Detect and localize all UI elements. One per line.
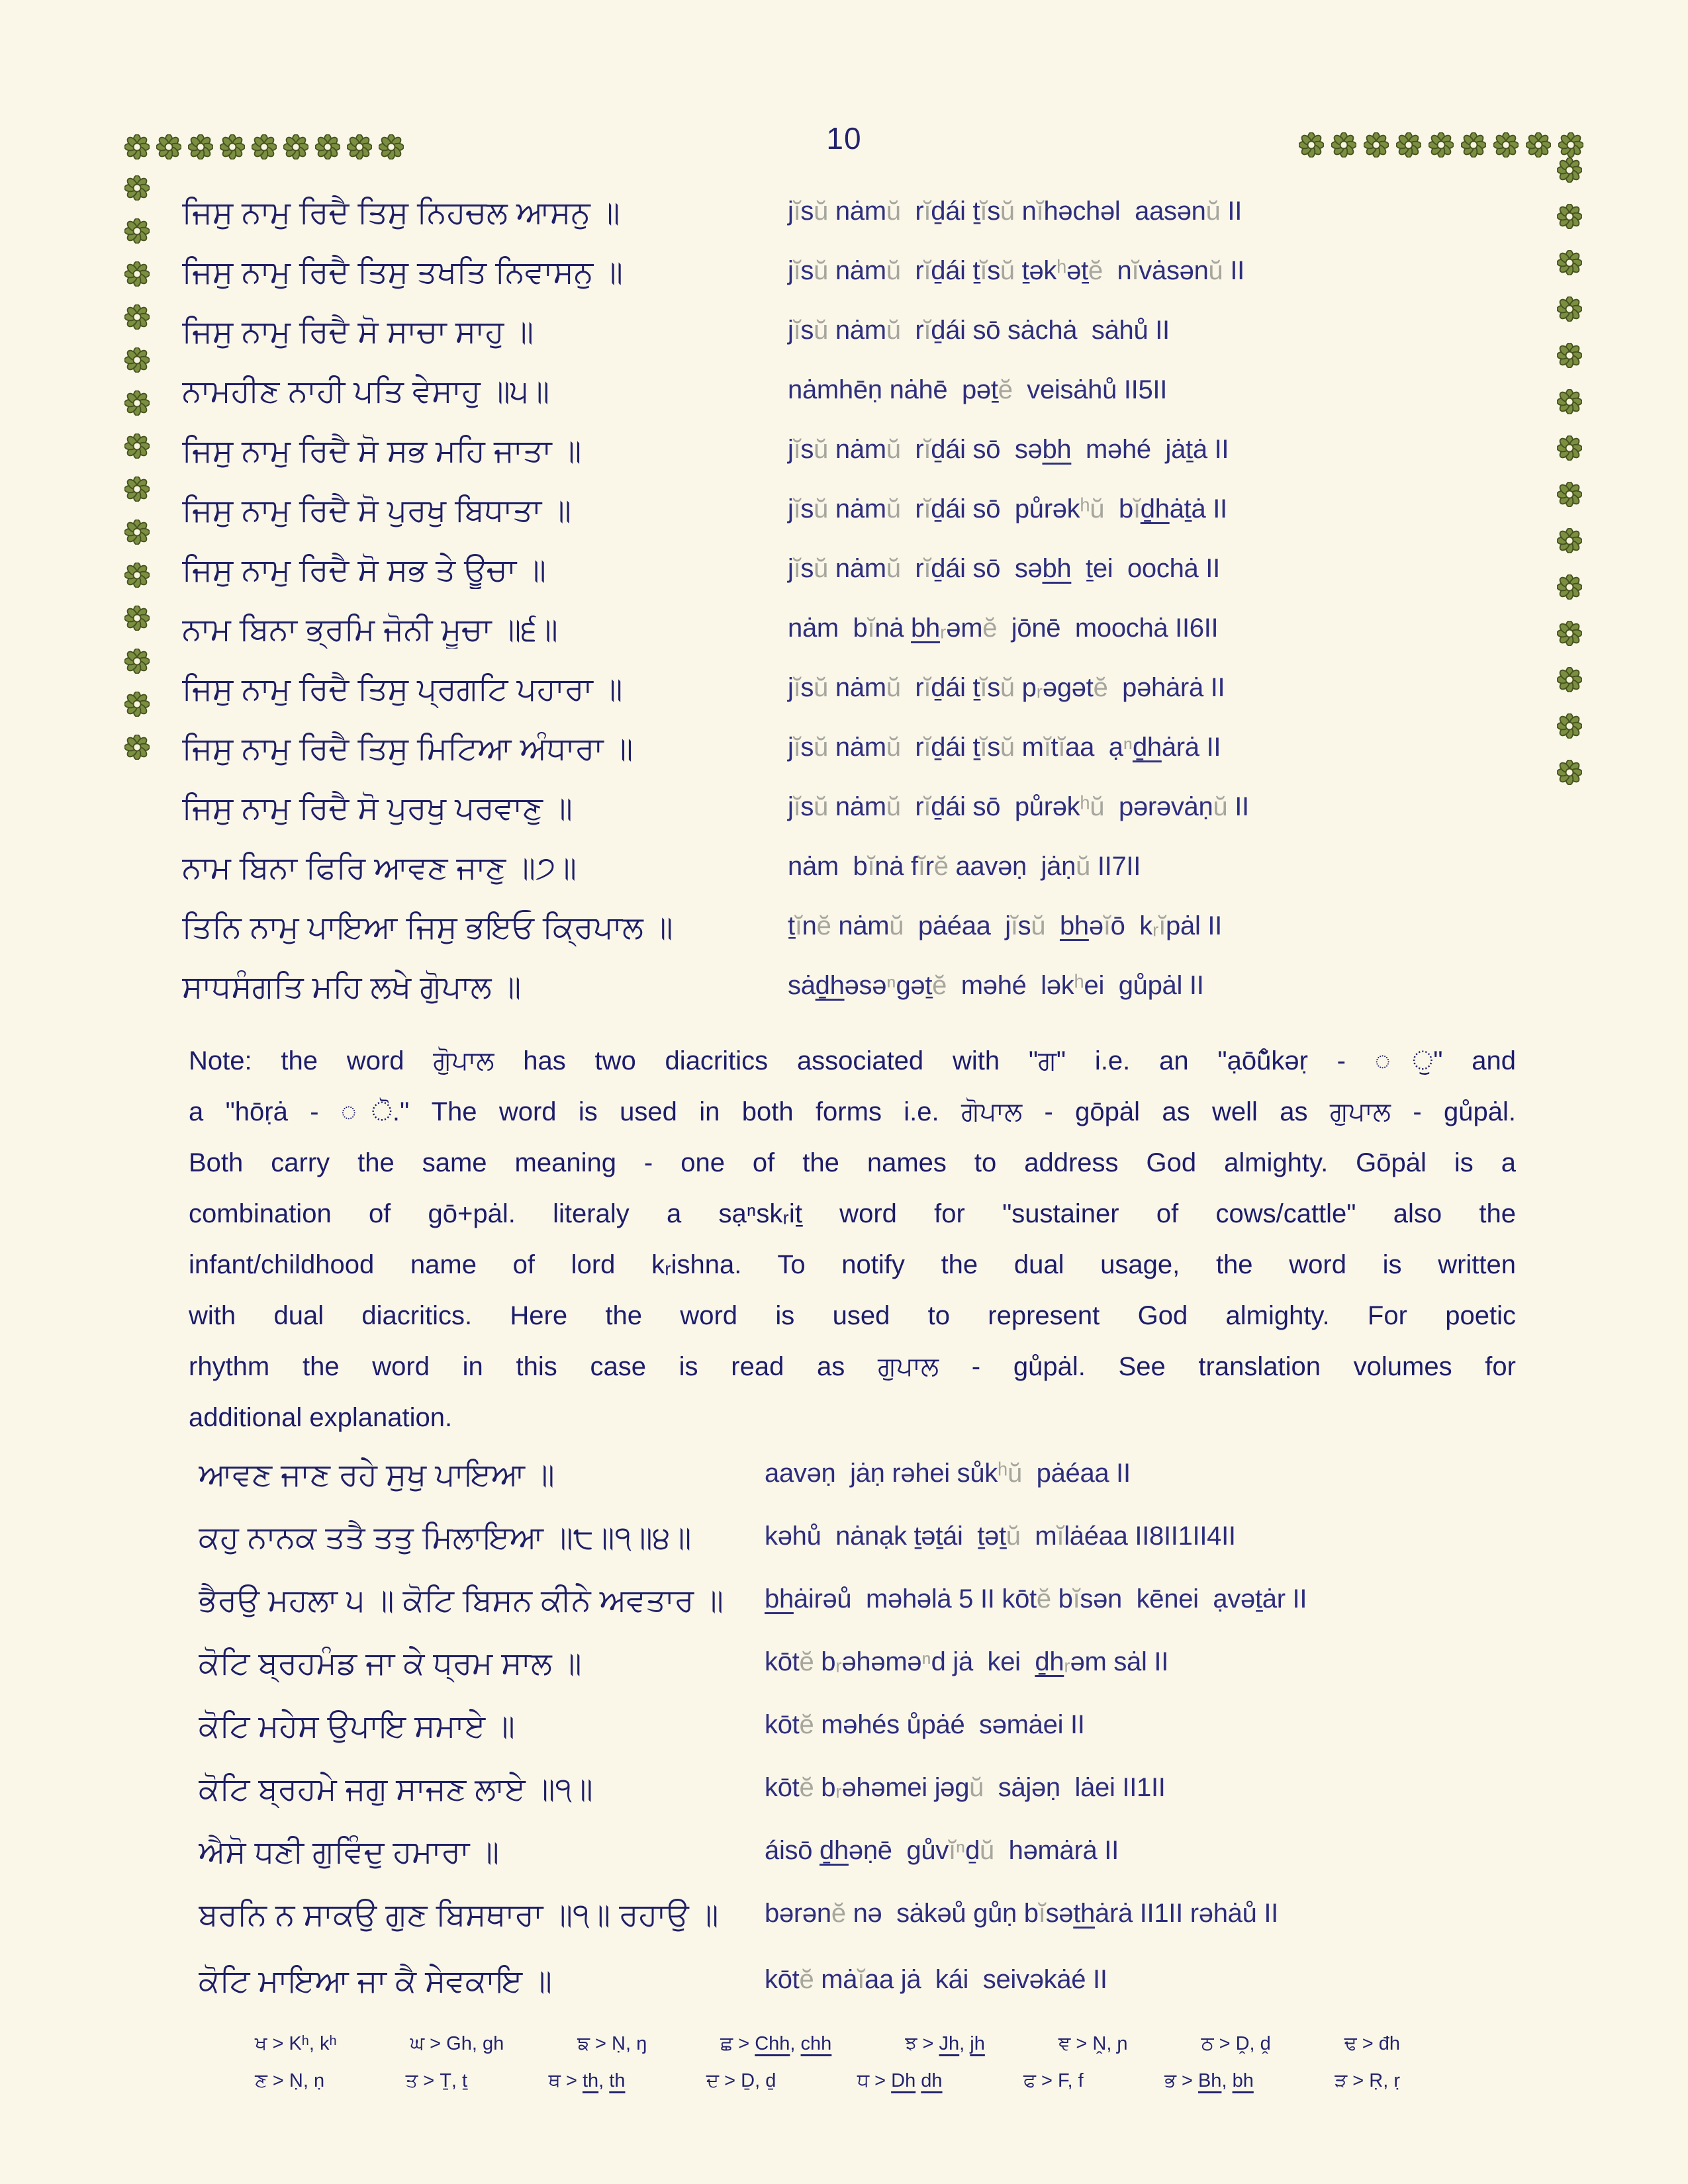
gurmukhi-text: ਬਰਨਿ ਨ ਸਾਕਉ ਗੁਣ ਬਿਸਥਾਰਾ ॥੧॥ ਰਹਾਉ ॥	[199, 1897, 719, 1932]
gurmukhi-text: ਜਿਸੁ ਨਾਮੁ ਰਿਦੈ ਤਿਸੁ ਤਖਤਿ ਨਿਵਾਸਨੁ ॥	[182, 254, 623, 289]
gurmukhi-text: ਨਾਮ ਬਿਨਾ ਫਿਰਿ ਆਵਣ ਜਾਣੁ ॥੭॥	[182, 850, 577, 885]
gurmukhi-text: ਜਿਸੁ ਨਾਮੁ ਰਿਦੈ ਤਿਸੁ ਪ੍ਰਗਟਿ ਪਹਾਰਾ ॥	[182, 671, 623, 706]
verse-row	[0, 1707, 1688, 1767]
key-item: ਘ > Gh, gh	[410, 2033, 504, 2054]
transliteration-text: aavəṇ jȧṇ rəhei sůkʰŭ pȧéaa II	[765, 1459, 1131, 1488]
note-line: combination of gō+pȧl. literaly a sạⁿskᵣiṯ word for "sustainer of cows/cattle" also the	[189, 1199, 1516, 1228]
verse-row	[0, 492, 1688, 551]
gurmukhi-text: ਜਿਸੁ ਨਾਮੁ ਰਿਦੈ ਤਿਸੁ ਨਿਹਚਲ ਆਸਨੁ ॥	[182, 195, 620, 230]
verse-row	[0, 670, 1688, 730]
gurmukhi-text: ਕੋਟਿ ਮਹੇਸ ਉਪਾਇ ਸਮਾਏ ॥	[199, 1708, 515, 1743]
gurmukhi-text: ਕੋਟਿ ਬ੍ਰਹਮੇ ਜਗੁ ਸਾਜਣ ਲਾਏ ॥੧॥	[199, 1771, 593, 1806]
verse-row	[0, 373, 1688, 432]
note-line: Both carry the same meaning - one of the names to address God almighty. Gōpȧl is a	[189, 1148, 1516, 1177]
flower-icon	[347, 134, 372, 159]
verse-row	[0, 313, 1688, 373]
transliteration-text: bərənĕ nə sȧkəů gůṇ bĭsəthȧrȧ II1II rəhȧů II	[765, 1899, 1278, 1928]
note-line: Note: the word ਗੋੁਪਾਲ has two diacritics associated with "ਗ" i.e. an "ạōů̃kəṛ - ◌ੁ" and	[189, 1046, 1516, 1075]
key-item: ਤ > Ṯ, ṯ	[405, 2070, 468, 2091]
flower-icon	[1299, 132, 1324, 158]
transliteration-key-row-2	[255, 2070, 1400, 2092]
transliteration-text: nȧm bĭnȧ bhᵣəmĕ jōnē moochȧ II6II	[788, 614, 1219, 643]
key-item: ਥ > th, th	[548, 2070, 626, 2091]
flower-icon	[1558, 132, 1583, 158]
flower-icon	[156, 134, 181, 159]
flower-icon	[1429, 132, 1454, 158]
gurmukhi-text: ਆਵਣ ਜਾਣ ਰਹੇ ਸੁਖੁ ਪਾਇਆ ॥	[199, 1457, 555, 1492]
flower-icon	[315, 134, 340, 159]
gurmukhi-text: ਜਿਸੁ ਨਾਮੁ ਰਿਦੈ ਸੋ ਸਭ ਮਹਿ ਜਾਤਾ ॥	[182, 433, 582, 468]
note-line: a "hōṛȧ - ◌ੋ." The word is used in both forms i.e. ਗੋਪਾਲ - gōpȧl as well as ਗੁਪਾਲ - gůpȧl.	[189, 1097, 1516, 1126]
verse-row	[0, 730, 1688, 790]
verse-row	[0, 194, 1688, 253]
verse-row	[0, 790, 1688, 849]
gurmukhi-text: ਤਿਨਿ ਨਾਮੁ ਪਾਇਆ ਜਿਸੁ ਭਇਓ ਕ੍ਰਿਪਾਲ ॥	[182, 909, 673, 944]
transliteration-text: jĭsŭ nȧmŭ rĭḏái ṯĭsŭ mĭtĭaa ạⁿḏhȧrȧ II	[788, 733, 1221, 762]
key-item: ਞ > Ṋ, ɲ	[1058, 2033, 1128, 2054]
verse-row	[0, 1582, 1688, 1641]
key-item: ਝ > Jh, jh	[905, 2033, 985, 2054]
transliteration-text: jĭsŭ nȧmŭ rĭḏái sō půrəkʰŭ pərəvȧṇŭ II	[788, 792, 1249, 821]
key-item: ਠ > Ḓ, ḓ	[1201, 2033, 1271, 2054]
flower-icon	[124, 134, 150, 159]
flower-icon	[283, 134, 308, 159]
verse-row	[0, 1833, 1688, 1893]
transliteration-key-row-1	[255, 2033, 1400, 2055]
transliteration-text: kōtĕ bᵣəhəməⁿd jȧ kei ḏhᵣəm sȧl II	[765, 1647, 1169, 1676]
transliteration-text: jĭsŭ nȧmŭ rĭḏái sō səbh məhé jȧṯȧ II	[788, 435, 1229, 464]
key-item: ਛ > Chh, chh	[720, 2033, 832, 2054]
gurmukhi-text: ਜਿਸੁ ਨਾਮੁ ਰਿਦੈ ਤਿਸੁ ਮਿਟਿਆ ਅੰਧਾਰਾ ॥	[182, 731, 633, 766]
key-item: ਖ > Kʰ, kʰ	[255, 2033, 337, 2054]
flower-icon	[1461, 132, 1486, 158]
verse-row	[0, 1519, 1688, 1578]
page-number: 10	[826, 121, 862, 156]
key-item: ਦ > Ḏ, ḏ	[706, 2070, 776, 2091]
transliteration-text: sȧḏhəsəⁿgəṯĕ məhé ləkʰei gůpȧl II	[788, 971, 1204, 1000]
flower-icon	[1396, 132, 1421, 158]
flower-icon	[379, 134, 404, 159]
flower-icon	[188, 134, 213, 159]
verse-row	[0, 968, 1688, 1028]
transliteration-text: jĭsŭ nȧmŭ rĭḏái ṯĭsŭ pᵣəgətĕ pəhȧrȧ II	[788, 673, 1225, 702]
transliteration-text: kōtĕ məhés ůpȧé səmȧei II	[765, 1710, 1085, 1739]
gurmukhi-text: ਨਾਮਹੀਣ ਨਾਹੀ ਪਤਿ ਵੇਸਾਹੁ ॥੫॥	[182, 373, 549, 408]
verse-row	[0, 1645, 1688, 1704]
verse-row	[0, 909, 1688, 968]
gurmukhi-text: ਕਹੁ ਨਾਨਕ ਤਤੈ ਤਤੁ ਮਿਲਾਇਆ ॥੮॥੧॥੪॥	[199, 1520, 692, 1555]
transliteration-text: ṯĭnĕ nȧmŭ pȧéaa jĭsŭ bhəĭō kᵣĭpȧl II	[788, 911, 1222, 940]
key-item: ਭ > Bh, bh	[1164, 2070, 1254, 2091]
transliteration-text: jĭsŭ nȧmŭ rĭḏái sō sȧchȧ sȧhů II	[788, 316, 1170, 345]
flower-icon	[1557, 158, 1582, 183]
verse-row	[0, 1456, 1688, 1516]
gurmukhi-text: ਜਿਸੁ ਨਾਮੁ ਰਿਦੈ ਸੋ ਪੁਰਖੁ ਪਰਵਾਣੁ ॥	[182, 790, 573, 825]
gurmukhi-text: ਕੋਟਿ ਬ੍ਰਹਮੰਡ ਜਾ ਕੇ ਧ੍ਰਮ ਸਾਲ ॥	[199, 1645, 582, 1680]
note-line: infant/childhood name of lord kᵣishna. To notify the dual usage, the word is written	[189, 1250, 1516, 1279]
note-line: additional explanation.	[189, 1403, 453, 1432]
flower-icon	[1493, 132, 1519, 158]
key-item: ਙ > Ṇ, ŋ	[577, 2033, 647, 2054]
note-line: rhythm the word in this case is read as ਗੁਪਾਲ - gůpȧl. See translation volumes for	[189, 1352, 1516, 1381]
flower-icon	[1331, 132, 1356, 158]
verse-row	[0, 551, 1688, 611]
key-item: ਧ > Dh dh	[857, 2070, 943, 2091]
transliteration-text: kəhů nȧnạk ṯəṯái ṯəṯŭ mĭlȧéaa II8II1II4II	[765, 1522, 1236, 1551]
gurmukhi-text: ਜਿਸੁ ਨਾਮੁ ਰਿਦੈ ਸੋ ਸਭ ਤੇ ਊਚਾ ॥	[182, 552, 546, 587]
flower-icon	[1364, 132, 1389, 158]
transliteration-text: áisō ḏhəṇē gůvĭⁿḏŭ həmȧrȧ II	[765, 1836, 1119, 1865]
gurmukhi-text: ਜਿਸੁ ਨਾਮੁ ਰਿਦੈ ਸੋ ਪੁਰਖੁ ਬਿਧਾਤਾ ॥	[182, 492, 571, 527]
transliteration-text: jĭsŭ nȧmŭ rĭḏái ṯĭsŭ ṯəkʰəṯĕ nĭvȧsənŭ II	[788, 256, 1244, 285]
gurmukhi-text: ਜਿਸੁ ਨਾਮੁ ਰਿਦੈ ਸੋ ਸਾਚਾ ਸਾਹੁ ॥	[182, 314, 534, 349]
gurmukhi-text: ਭੈਰਉ ਮਹਲਾ ੫ ॥ ਕੋਟਿ ਬਿਸਨ ਕੀਨੇ ਅਵਤਾਰ ॥	[199, 1582, 724, 1617]
gurmukhi-text: ਨਾਮ ਬਿਨਾ ਭ੍ਰਮਿ ਜੋਨੀ ਮੂਚਾ ॥੬॥	[182, 612, 558, 647]
transliteration-text: nȧm bĭnȧ fĭrĕ aavəṇ jȧṇŭ II7II	[788, 852, 1141, 881]
note-paragraph	[189, 1036, 1516, 1443]
transliteration-text: kōtĕ bᵣəhəmei jəgŭ sȧjəṇ lȧei II1II	[765, 1773, 1166, 1802]
verse-row	[0, 432, 1688, 492]
key-item: ੜ > Ṛ, ṛ	[1335, 2070, 1400, 2091]
gurmukhi-text: ਕੋਟਿ ਮਾਇਆ ਜਾ ਕੈ ਸੇਵਕਾਇ ॥	[199, 1963, 552, 1998]
verse-row	[0, 253, 1688, 313]
gurmukhi-text: ਸਾਧਸੰਗਤਿ ਮਹਿ ਲਖੇ ਗੋੁਪਾਲ ॥	[182, 969, 522, 1004]
verse-row	[0, 1962, 1688, 2022]
transliteration-text: jĭsŭ nȧmŭ rĭḏái ṯĭsŭ nĭhəchəl aasənŭ II	[788, 197, 1243, 226]
transliteration-text: jĭsŭ nȧmŭ rĭḏái sō půrəkʰŭ bĭḏhȧṯȧ II	[788, 494, 1227, 523]
transliteration-text: kōtĕ mȧĭaa jȧ kái seivəkȧé II	[765, 1965, 1107, 1994]
transliteration-text: bhȧirəů məhəlȧ 5 II kōtĕ bĭsən kēnei ạvəṯȧr II	[765, 1584, 1307, 1614]
transliteration-text: jĭsŭ nȧmŭ rĭḏái sō səbh ṯei oochȧ II	[788, 554, 1220, 583]
flower-icon	[252, 134, 277, 159]
verse-row	[0, 1896, 1688, 1956]
flower-icon	[1526, 132, 1551, 158]
verse-row	[0, 1770, 1688, 1830]
transliteration-text: nȧmhēṇ nȧhē pəṯĕ veisȧhů II5II	[788, 375, 1168, 404]
key-item: ਢ > đh	[1344, 2033, 1400, 2054]
verse-row	[0, 611, 1688, 670]
gurmukhi-text: ਐਸੋ ਧਣੀ ਗੁਵਿੰਦੁ ਹਮਾਰਾ ॥	[199, 1834, 500, 1869]
note-line: with dual diacritics. Here the word is used to represent God almighty. For poetic	[189, 1301, 1516, 1330]
verse-row	[0, 849, 1688, 909]
key-item: ਫ > F, f	[1023, 2070, 1084, 2091]
key-item: ਣ > Ṇ, ṇ	[255, 2070, 325, 2091]
flower-icon	[220, 134, 245, 159]
